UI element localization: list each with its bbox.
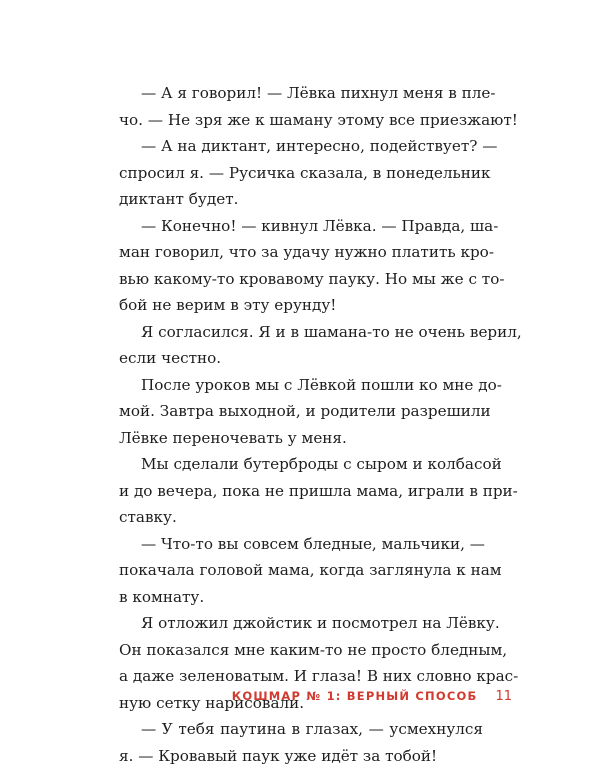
page-footer (232, 689, 512, 704)
text-line: — А на диктант, интересно, подействует? — (119, 133, 483, 160)
text-line: Мы сделали бутерброды с сыром и колбасой (119, 451, 483, 478)
text-line: Я согласился. Я и в шамана-то не очень верил, (119, 319, 483, 346)
text-line: ную сетку нарисовали. (119, 690, 483, 717)
text-line: спросил я. — Русичка сказала, в понедельник (119, 160, 483, 187)
page-body-text (119, 80, 483, 769)
text-line: Лёвке переночевать у меня. (119, 425, 483, 452)
text-line: — Конечно! — кивнул Лёвка. — Правда, ша- (119, 213, 483, 240)
text-line: диктант будет. (119, 186, 483, 213)
text-line: чо. — Не зря же к шаману этому все приезжают! (119, 107, 483, 134)
text-line: ман говорил, что за удачу нужно платить кро- (119, 239, 483, 266)
text-line: — А я говорил! — Лёвка пихнул меня в пле- (119, 80, 483, 107)
text-line: а даже зеленоватым. И глаза! В них словно крас- (119, 663, 483, 690)
text-line: — У тебя паутина в глазах, — усмехнулся (119, 716, 483, 743)
text-line: мой. Завтра выходной, и родители разрешили (119, 398, 483, 425)
text-line: ставку. (119, 504, 483, 531)
text-line: в комнату. (119, 584, 483, 611)
text-line: вью какому-то кровавому пауку. Но мы же с то- (119, 266, 483, 293)
text-line: Я отложил джойстик и посмотрел на Лёвку. (119, 610, 483, 637)
text-line: покачала головой мама, когда заглянула к нам (119, 557, 483, 584)
page-number: 11 (495, 689, 512, 704)
text-line: я. — Кровавый паук уже идёт за тобой! (119, 743, 483, 769)
text-line: Он показался мне каким-то не просто бледным, (119, 637, 483, 664)
text-line: если честно. (119, 345, 483, 372)
text-line: После уроков мы с Лёвкой пошли ко мне до- (119, 372, 483, 399)
text-line: — Что-то вы совсем бледные, мальчики, — (119, 531, 483, 558)
running-title: КОШМАР № 1: ВЕРНЫЙ СПОСОБ (232, 689, 478, 703)
text-line: бой не верим в эту ерунду! (119, 292, 483, 319)
text-line: и до вечера, пока не пришла мама, играли в при- (119, 478, 483, 505)
